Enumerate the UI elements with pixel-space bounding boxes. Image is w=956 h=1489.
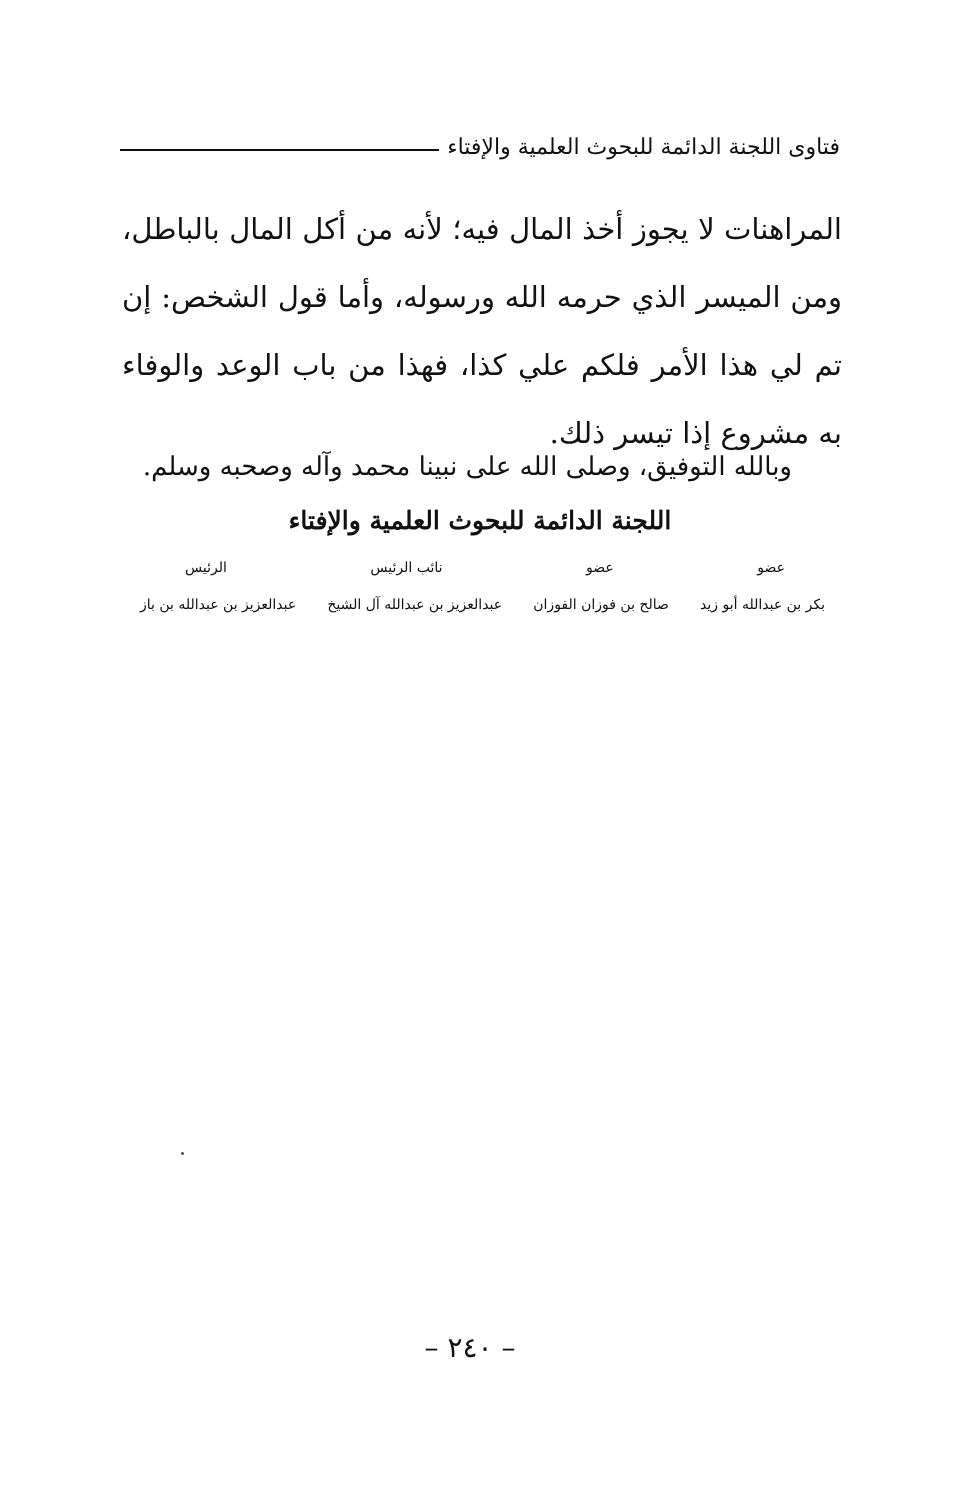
fatwa-paragraph: المراهنات لا يجوز أخذ المال فيه؛ لأنه من أكل المال بالباطل، ومن الميسر الذي حرمه الله ورسوله، وأما قول الشخص: إن تم لي هذا الأمر فلكم علي كذا، فهذا من باب الوعد والوفاء به مشروع إذا تيسر ذلك. — [122, 212, 842, 450]
committee-name: اللجنة الدائمة للبحوث العلمية والإفتاء — [288, 506, 672, 535]
signatory-titles — [140, 558, 825, 578]
signatory-names — [140, 594, 825, 616]
signatory-title: الرئيس — [185, 560, 227, 576]
signatory-title: نائب الرئيس — [370, 560, 443, 576]
signatory-title: عضو — [757, 560, 785, 576]
signatory-name: عبدالعزيز بن عبدالله آل الشيخ — [327, 597, 503, 613]
scan-speck — [181, 1152, 184, 1155]
running-header — [120, 133, 840, 163]
running-title: فتاوى اللجنة الدائمة للبحوث العلمية والإفتاء — [447, 135, 840, 160]
signatory-name: بكر بن عبدالله أبو زيد — [700, 597, 825, 613]
header-rule — [120, 149, 439, 151]
signatory-name: صالح بن فوزان الفوزان — [533, 597, 669, 613]
closing-prayer: وبالله التوفيق، وصلى الله على نبينا محمد وآله وصحبه وسلم. — [142, 452, 792, 482]
page-number: – ٢٤٠ – — [424, 1331, 516, 1364]
signatory-title: عضو — [586, 560, 614, 576]
signatory-name: عبدالعزيز بن عبدالله بن باز — [140, 597, 297, 613]
